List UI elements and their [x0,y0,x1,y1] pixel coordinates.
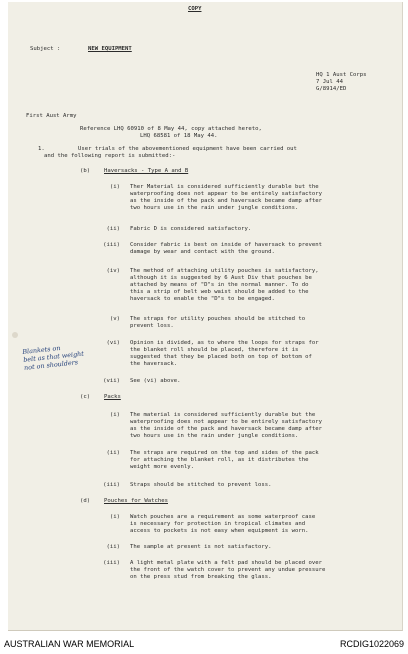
subject-label: Subject : [30,46,61,52]
section-label: (d) [80,498,91,504]
item-number: (i) [109,184,120,190]
item-line: damage by wear and contact with the ground. [130,249,275,255]
item-line: the haversack. [130,361,178,367]
item-line: the front of the watch cover to prevent any undue pressure [130,567,326,573]
hq-line-3: G/8914/ED [316,86,347,92]
item-line: haversack to enable the "D"s to be engaged. [130,296,275,302]
footer-institution: AUSTRALIAN WAR MEMORIAL [4,639,135,649]
item-line: this a strip of belt web waist should be added to the [130,289,309,295]
document-page [8,2,403,631]
item-line: as the inside of the pack and haversack became damp after [130,426,322,432]
item-line: as the inside of the pack and haversack became damp after [130,198,322,204]
item-line: Straps should be stitched to prevent loss. [130,482,272,488]
item-line: weight more evenly. [130,464,194,470]
archive-footer [0,632,408,654]
item-number: (i) [109,412,120,418]
item-line: Watch pouches are a requirement as some waterproof case [130,514,316,520]
intro-line-1: User trials of the abovementioned equipment have been carried out [78,146,297,152]
section-title: Packs [104,394,121,400]
reference-line-2: LHQ 68581 of 18 May 44. [140,133,218,139]
item-line: two hours use in the rain under jungle conditions. [130,433,299,439]
item-line: prevent loss. [130,323,174,329]
item-number: (i) [109,514,120,520]
item-line: The material is considered sufficiently durable but the [130,412,316,418]
intro-number: 1. [38,146,45,152]
item-line: The straps for utility pouches should be stitched to [130,316,306,322]
item-line: A light metal plate with a felt pad should be placed over [130,560,322,566]
item-line: The sample at present is not satisfactory. [130,544,272,550]
item-number: (vii) [103,378,120,384]
item-line: The method of attaching utility pouches is satisfactory, [130,268,319,274]
item-line: is necessary for protection in tropical climates and [130,521,306,527]
section-title: Haversacks - Type A and B [104,168,189,174]
reference-line-1: Reference LHQ 60910 of 8 May 44, copy attached hereto, [80,126,262,132]
handwritten-margin-note: Blankets on belt as that weight not on shoulders [22,344,85,372]
intro-line-2: and the following report is submitted:- [44,153,176,159]
item-line: access to pockets is not easy when equipment is worn. [130,528,309,534]
item-line: Fabric D is considered satisfactory. [130,226,252,232]
item-line: on the press stud from breaking the glass. [130,574,272,580]
item-line: The straps are required on the top and sides of the pack [130,450,319,456]
item-line: although it is suggested by 6 Aust Div that pouches be [130,275,312,281]
section-label: (c) [80,394,91,400]
item-number: (ii) [106,226,120,232]
item-number: (vi) [106,340,120,346]
subject-text: NEW EQUIPMENT [88,46,132,52]
punch-hole [12,332,18,338]
item-line: waterproofing does not appear to be entirely satisfactory [130,191,322,197]
section-label: (b) [80,168,91,174]
item-line: Opinion is divided, as to where the loops for straps for [130,340,319,346]
item-line: for attaching the blanket roll, as it distributes the [130,457,309,463]
item-number: (ii) [106,450,120,456]
item-line: waterproofing does not appear to be entirely satisfactory [130,419,322,425]
item-line: Ther Material is considered sufficiently durable but the [130,184,319,190]
item-line: suggested that they be placed both on top of bottom of [130,354,312,360]
item-number: (iii) [103,560,120,566]
addressee: First Aust Army [26,113,77,119]
item-line: the blanket roll should be placed, therefore it is [130,347,299,353]
item-number: (ii) [106,544,120,550]
footer-record-id: RCDIG1022069 [339,639,404,649]
hq-line-1: HQ 1 Aust Corps [316,72,367,78]
item-line: attached by means of "D"s in the normal manner. To do [130,282,309,288]
item-number: (iii) [103,482,120,488]
item-line: Consider fabric is best on inside of haversack to prevent [130,242,322,248]
copy-heading: COPY [188,6,202,12]
item-number: (iii) [103,242,120,248]
item-line: two hours use in the rain under jungle conditions. [130,205,299,211]
item-line: See (vi) above. [130,378,181,384]
item-number: (iv) [106,268,120,274]
item-number: (v) [109,316,120,322]
section-title: Pouches for Watches [104,498,168,504]
hq-line-2: 7 Jul 44 [316,79,343,85]
